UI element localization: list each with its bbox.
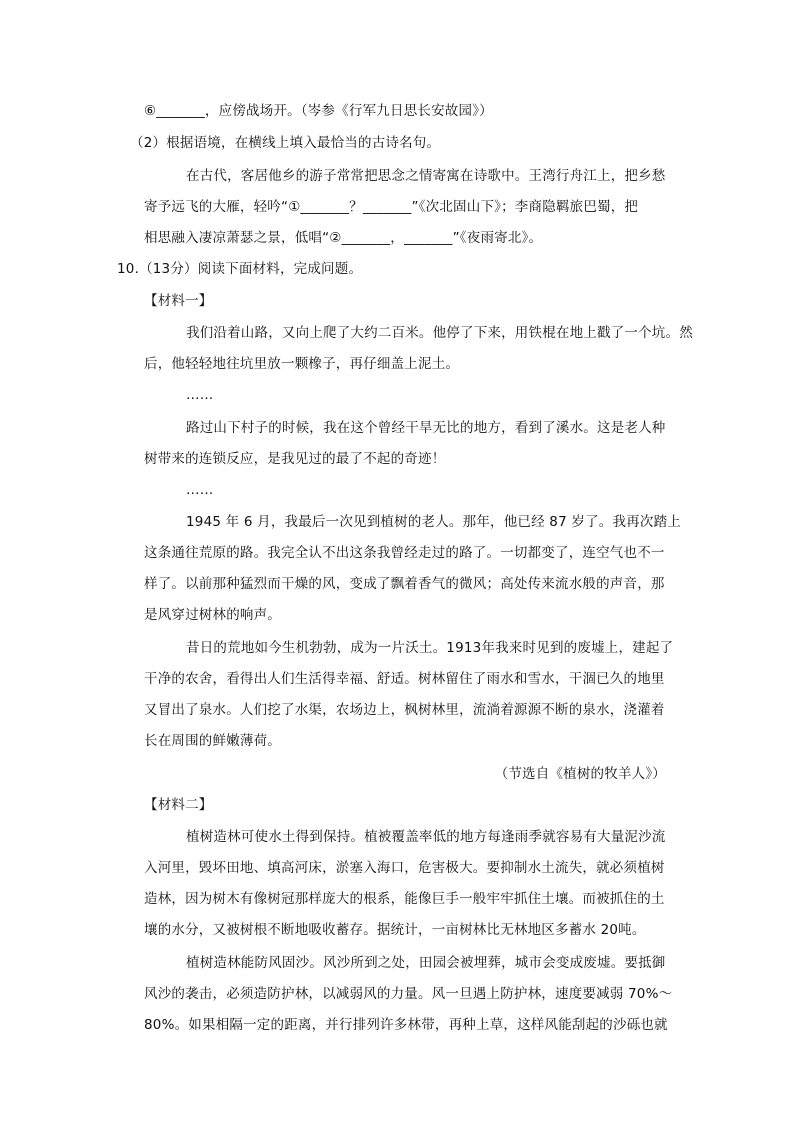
context-paragraph-line-3: 相思融入凄凉萧瑟之景，低唱“②_______，_______”《夜雨寄北》。 (144, 230, 543, 246)
material-1-line: 是风穿过树林的响声。 (144, 607, 281, 623)
material-2-line: 风沙的袭击，必须造防护林，以减弱风的力量。风一旦遇上防护林，速度要减弱 70%～ (144, 986, 673, 1002)
material-2-line: 植树造林可使水土得到保持。植被覆盖率低的地方每逢雨季就容易有大量泥沙流 (186, 829, 666, 845)
material-2-line: 造林，因为树木有像树冠那样庞大的根系，能像巨手一般牢牢抓住土壤。而被抓住的土 (144, 891, 665, 907)
context-paragraph-line-1: 在古代，客居他乡的游子常常把思念之情寄寓在诗歌中。王湾行舟江上，把乡愁 (186, 168, 666, 184)
source-citation: （节选自《植树的牧羊人》） (494, 766, 666, 782)
question-2-prompt: （2）根据语境，在横线上填入最恰当的古诗名句。 (130, 135, 441, 151)
material-1-line: 后，他轻轻地往坑里放一颗橡子，再仔细盖上泥土。 (144, 356, 460, 372)
material-1-line: 这条通往荒原的路。我完全认不出这条我曾经走过的路了。一切都变了，连空气也不一 (144, 545, 665, 561)
poem-blank-6: ⑥_______，应傍战场开。（岑参《行军九日思长安故园》） (144, 103, 493, 119)
material-2-line: 壤的水分，又被树根不断地吸收蓄存。据统计，一亩树林比无林地区多蓄水 20吨。 (144, 922, 646, 938)
ellipsis: …… (186, 387, 214, 403)
material-1-line: 样了。以前那种猛烈而干燥的风，变成了飘着香气的微风；高处传来流水般的声音，那 (144, 576, 665, 592)
material-2-line: 入河里，毁坏田地、填高河床，淤塞入海口，危害极大。要抑制水土流失，就必须植树 (144, 860, 665, 876)
question-10-heading: 10.（13分）阅读下面材料，完成问题。 (117, 261, 363, 277)
material-2-line: 植树造林能防风固沙。风沙所到之处，田园会被埋葬，城市会变成废墟。要抵御 (186, 955, 666, 971)
material-1-line: 长在周围的鲜嫩薄荷。 (144, 733, 281, 749)
material-1-line: 树带来的连锁反应，是我见过的最了不起的奇迹！ (144, 451, 446, 467)
material-2-heading: 【材料二】 (144, 797, 213, 813)
material-1-line: 路过山下村子的时候，我在这个曾经干旱无比的地方，看到了溪水。这是老人种 (186, 420, 666, 436)
material-1-heading: 【材料一】 (144, 293, 213, 309)
context-paragraph-line-2: 寄予远飞的大雁，轻吟“①_______？_______”《次北固山下》；李商隐羁旅巴蜀，把 (144, 199, 639, 215)
material-1-line: 又冒出了泉水。人们挖了水渠，农场边上，枫树林里，流淌着源源不断的泉水，浇灌着 (144, 702, 665, 718)
material-1-line: 昔日的荒地如今生机勃勃，成为一片沃土。1913年我来时见到的废墟上，建起了 (186, 640, 674, 656)
material-1-line: 我们沿着山路，又向上爬了大约二百米。他停了下来，用铁棍在地上戳了一个坑。然 (186, 325, 693, 341)
material-2-line: 80%。如果相隔一定的距离，并行排列许多林带，再种上草，这样风能刮起的沙砾也就 (144, 1017, 668, 1033)
material-1-line: 干净的农舍，看得出人们生活得幸福、舒适。树林留住了雨水和雪水，干涸已久的地里 (144, 671, 665, 687)
material-1-line: 1945 年 6 月，我最后一次见到植树的老人。那年，他已经 87 岁了。我再次踏上 (186, 514, 681, 530)
ellipsis: …… (186, 482, 214, 498)
